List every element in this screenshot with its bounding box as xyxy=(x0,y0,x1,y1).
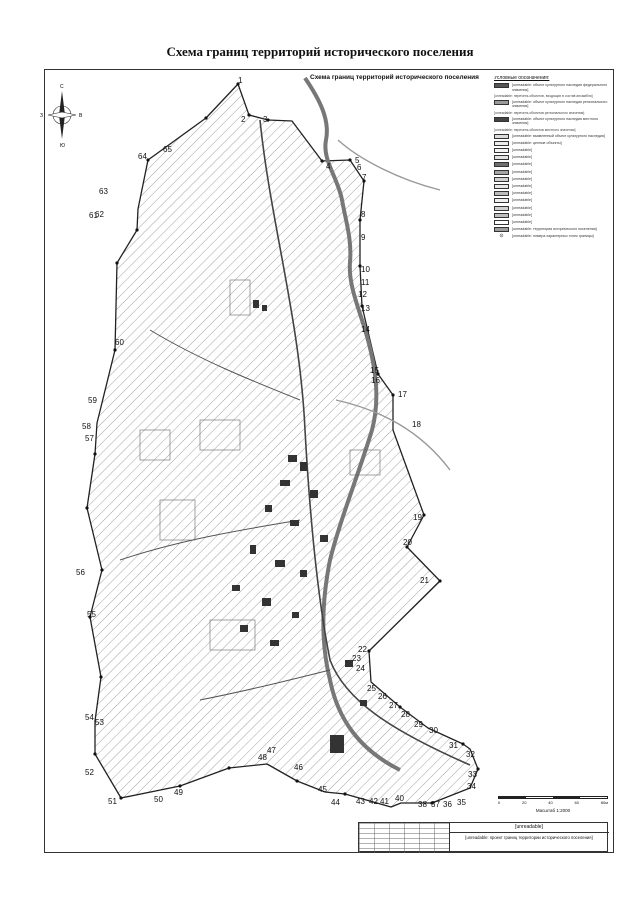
legend-note: [unreadable: перечень объектов, входящих в состав ансамбля] xyxy=(494,94,593,99)
point-label: 60 xyxy=(115,338,124,347)
legend-item xyxy=(494,83,608,92)
point-label: 26 xyxy=(378,692,387,701)
legend-label: [unreadable: номера характерных точек границы] xyxy=(512,234,594,239)
point-label: 45 xyxy=(318,785,327,794)
legend-item xyxy=(494,162,608,167)
legend-label: [unreadable: ценные объекты] xyxy=(512,140,562,145)
compass-south: Ю xyxy=(60,143,66,149)
point-label: 16 xyxy=(371,376,380,385)
point-label: 59 xyxy=(88,396,97,405)
legend-label: [unreadable] xyxy=(512,176,532,181)
legend-label: [unreadable] xyxy=(512,198,532,203)
point-label: 21 xyxy=(420,576,429,585)
point-label: 18 xyxy=(412,420,421,429)
point-label: 36 xyxy=(443,800,452,809)
point-label: 9 xyxy=(361,233,366,242)
compass-icon xyxy=(40,84,83,149)
legend-label: [unreadable] xyxy=(512,191,532,196)
legend-label: [unreadable] xyxy=(512,183,532,188)
legend-label: [unreadable: объект культурного наследия местного значения] xyxy=(512,116,599,126)
point-label: 15 xyxy=(370,366,379,375)
legend-item xyxy=(494,198,608,203)
point-label: 31 xyxy=(449,741,458,750)
legend-item xyxy=(494,170,608,175)
title-block-grid xyxy=(359,823,450,853)
point-label: 50 xyxy=(154,795,163,804)
legend-item xyxy=(494,213,608,218)
point-label: 1 xyxy=(238,76,243,85)
point-label: 33 xyxy=(468,770,477,779)
point-label: 20 xyxy=(403,538,412,547)
point-label: 34 xyxy=(467,782,476,791)
point-label: 30 xyxy=(429,726,438,735)
point-label: 53 xyxy=(95,718,104,727)
legend-item xyxy=(494,134,608,139)
title-block-description: [unreadable: проект границ территории исторического поселения] xyxy=(465,835,593,840)
legend-item xyxy=(494,220,608,225)
point-label: 27 xyxy=(389,701,398,710)
legend-item xyxy=(494,148,608,153)
point-label: 14 xyxy=(361,325,370,334)
legend-item xyxy=(494,100,608,109)
settlement-boundary xyxy=(87,84,478,807)
legend-item xyxy=(494,227,608,232)
scale-tick: 60 xyxy=(574,800,579,805)
legend-label: [unreadable] xyxy=(512,169,532,174)
point-label: 13 xyxy=(361,304,370,313)
point-label: 28 xyxy=(401,710,410,719)
point-label: 41 xyxy=(380,797,389,806)
point-label: 37 xyxy=(431,800,440,809)
compass-east: В xyxy=(79,113,83,119)
scale-bar xyxy=(498,796,608,813)
title-block-code: [unreadable] xyxy=(449,823,609,833)
point-label: 47 xyxy=(267,746,276,755)
legend-item: ⊙ [unreadable: номера характерных точек границы] xyxy=(494,234,608,239)
point-label: 40 xyxy=(395,794,404,803)
title-block xyxy=(358,822,608,852)
point-label: 12 xyxy=(358,290,367,299)
scale-tick: 0 xyxy=(498,800,501,805)
point-label: 54 xyxy=(85,713,94,722)
legend-label: [unreadable: объект культурного наследия федерального значения] xyxy=(512,83,608,92)
point-label: 63 xyxy=(99,187,108,196)
legend-note: [unreadable: перечень объектов регионального значения] xyxy=(494,110,585,115)
point-label: 52 xyxy=(85,768,94,777)
point-label: 10 xyxy=(361,265,370,274)
legend-label: [unreadable: территория исторического поселения] xyxy=(512,227,597,232)
legend-label: [unreadable: выявленный объект культурного наследия] xyxy=(512,133,605,138)
point-label: 65 xyxy=(163,145,172,154)
point-label: 42 xyxy=(369,797,378,806)
point-label: 62 xyxy=(95,210,104,219)
map-inner-title: Схема границ территорий исторического поселения xyxy=(310,74,479,81)
point-label: 61 xyxy=(89,211,98,220)
scale-tick: 20 xyxy=(522,800,527,805)
legend-item xyxy=(494,206,608,211)
point-label: 58 xyxy=(82,422,91,431)
point-label: 11 xyxy=(361,278,370,287)
point-label: 23 xyxy=(352,654,361,663)
point-label: 44 xyxy=(331,798,340,807)
point-label: 19 xyxy=(413,513,422,522)
point-label: 3 xyxy=(263,115,268,124)
legend-label: [unreadable: объект культурного наследия регионального значения] xyxy=(512,100,608,109)
legend-note: [unreadable: перечень объектов местного значения] xyxy=(494,127,576,132)
legend-item xyxy=(494,184,608,189)
legend-label: [unreadable] xyxy=(512,162,532,167)
legend xyxy=(494,76,608,706)
point-label: 51 xyxy=(108,797,117,806)
scale-tick: 40 xyxy=(548,800,553,805)
point-label: 43 xyxy=(356,797,365,806)
legend-item xyxy=(494,141,608,146)
legend-item xyxy=(494,177,608,182)
legend-label: [unreadable] xyxy=(512,205,532,210)
legend-item xyxy=(494,191,608,196)
point-label: 38 xyxy=(418,800,427,809)
point-label: 17 xyxy=(398,390,407,399)
point-label: 64 xyxy=(138,152,147,161)
legend-label: [unreadable] xyxy=(512,219,532,224)
legend-item xyxy=(494,117,608,126)
scale-label: Масштаб 1:2000 xyxy=(535,808,571,813)
point-label: 29 xyxy=(414,720,423,729)
point-label: 32 xyxy=(466,750,475,759)
point-label: 46 xyxy=(294,763,303,772)
page-title: Схема границ территорий исторического поселения xyxy=(166,44,474,59)
point-label: 4 xyxy=(326,162,331,171)
point-label: 24 xyxy=(356,664,365,673)
compass-north: С xyxy=(60,84,64,90)
point-label: 6 xyxy=(357,163,362,172)
point-label: 2 xyxy=(241,115,246,124)
point-label: 55 xyxy=(87,610,96,619)
point-label: 48 xyxy=(258,753,267,762)
legend-heading: Условные обозначения: xyxy=(494,76,550,81)
legend-label: [unreadable] xyxy=(512,148,532,153)
point-label: 7 xyxy=(362,173,367,182)
legend-label: [unreadable] xyxy=(512,155,532,160)
point-label: 5 xyxy=(355,156,360,165)
point-label: 8 xyxy=(361,210,366,219)
point-label: 56 xyxy=(76,568,85,577)
point-label: 35 xyxy=(457,798,466,807)
point-label: 57 xyxy=(85,434,94,443)
legend-label: [unreadable] xyxy=(512,212,532,217)
legend-item xyxy=(494,155,608,160)
point-label: 49 xyxy=(174,788,183,797)
scale-tick: 80м xyxy=(600,800,608,805)
point-label: 25 xyxy=(367,684,376,693)
compass-west: З xyxy=(40,113,44,119)
point-label: 22 xyxy=(358,645,367,654)
